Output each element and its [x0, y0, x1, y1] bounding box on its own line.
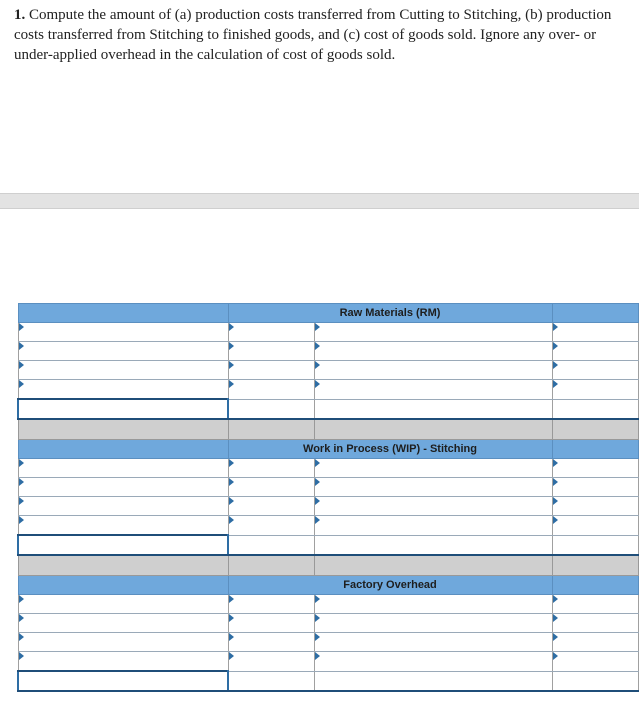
debit-label-cell[interactable]	[18, 323, 228, 342]
balance-amount-cell[interactable]	[228, 671, 314, 691]
credit-label-cell[interactable]	[314, 633, 552, 652]
debit-amount-cell[interactable]	[228, 342, 314, 361]
blank-cell	[552, 535, 638, 555]
debit-label-cell[interactable]	[18, 516, 228, 536]
balance-label-input[interactable]	[18, 671, 228, 691]
question-body: Compute the amount of (a) production costs transferred from Cutting to Stitching, (b) production costs transferred from Stitching to finished goods, and (c) cost of goods sold. Ignore any over- or under-applied overhead in the calculation of cost of goods sold.	[14, 7, 612, 63]
account-title: Work in Process (WIP) - Stitching	[228, 440, 552, 459]
credit-label-cell[interactable]	[314, 652, 552, 672]
credit-label-cell[interactable]	[314, 497, 552, 516]
credit-label-cell[interactable]	[314, 595, 552, 614]
debit-label-cell[interactable]	[18, 652, 228, 672]
blank-cell	[314, 399, 552, 419]
balance-amount-cell[interactable]	[228, 399, 314, 419]
account-separator	[18, 419, 638, 440]
credit-amount-cell[interactable]	[552, 361, 638, 380]
account-title: Raw Materials (RM)	[228, 304, 552, 323]
debit-amount-cell[interactable]	[228, 478, 314, 497]
debit-amount-cell[interactable]	[228, 633, 314, 652]
credit-amount-cell[interactable]	[552, 652, 638, 672]
credit-amount-cell[interactable]	[552, 633, 638, 652]
table-row	[18, 323, 638, 342]
debit-label-cell[interactable]	[18, 614, 228, 633]
table-row	[18, 459, 638, 478]
credit-amount-cell[interactable]	[552, 497, 638, 516]
question-text	[14, 5, 634, 65]
balance-label-input[interactable]	[18, 535, 228, 555]
credit-amount-cell[interactable]	[552, 595, 638, 614]
debit-amount-cell[interactable]	[228, 380, 314, 400]
account-header-wip-stitching	[18, 440, 638, 459]
credit-amount-cell[interactable]	[552, 478, 638, 497]
credit-amount-cell[interactable]	[552, 323, 638, 342]
balance-row	[18, 671, 638, 691]
credit-label-cell[interactable]	[314, 614, 552, 633]
account-header-factory-overhead	[18, 576, 638, 595]
credit-label-cell[interactable]	[314, 342, 552, 361]
debit-amount-cell[interactable]	[228, 516, 314, 536]
table-row	[18, 361, 638, 380]
account-title: Factory Overhead	[228, 576, 552, 595]
t-accounts-table	[17, 303, 639, 692]
credit-amount-cell[interactable]	[552, 516, 638, 536]
credit-amount-cell[interactable]	[552, 342, 638, 361]
table-row	[18, 516, 638, 536]
debit-amount-cell[interactable]	[228, 459, 314, 478]
credit-label-cell[interactable]	[314, 323, 552, 342]
debit-amount-cell[interactable]	[228, 614, 314, 633]
blank-cell	[552, 399, 638, 419]
table-row	[18, 342, 638, 361]
balance-amount-cell[interactable]	[228, 535, 314, 555]
table-row	[18, 652, 638, 672]
credit-amount-cell[interactable]	[552, 614, 638, 633]
account-header-raw-materials	[18, 304, 638, 323]
debit-amount-cell[interactable]	[228, 361, 314, 380]
credit-amount-cell[interactable]	[552, 380, 638, 400]
debit-label-cell[interactable]	[18, 361, 228, 380]
blank-cell	[314, 671, 552, 691]
blank-cell	[314, 535, 552, 555]
balance-row	[18, 535, 638, 555]
credit-amount-cell[interactable]	[552, 459, 638, 478]
debit-label-cell[interactable]	[18, 595, 228, 614]
debit-label-cell[interactable]	[18, 478, 228, 497]
debit-amount-cell[interactable]	[228, 497, 314, 516]
debit-label-cell[interactable]	[18, 633, 228, 652]
blank-cell	[552, 671, 638, 691]
debit-amount-cell[interactable]	[228, 323, 314, 342]
question-number: 1.	[14, 7, 26, 23]
credit-label-cell[interactable]	[314, 380, 552, 400]
table-row	[18, 614, 638, 633]
credit-label-cell[interactable]	[314, 361, 552, 380]
table-row	[18, 478, 638, 497]
section-divider	[0, 193, 639, 209]
debit-label-cell[interactable]	[18, 459, 228, 478]
credit-label-cell[interactable]	[314, 478, 552, 497]
debit-label-cell[interactable]	[18, 342, 228, 361]
debit-label-cell[interactable]	[18, 497, 228, 516]
credit-label-cell[interactable]	[314, 516, 552, 536]
debit-amount-cell[interactable]	[228, 595, 314, 614]
debit-label-cell[interactable]	[18, 380, 228, 400]
table-row	[18, 497, 638, 516]
credit-label-cell[interactable]	[314, 459, 552, 478]
balance-label-input[interactable]	[18, 399, 228, 419]
balance-row	[18, 399, 638, 419]
account-separator	[18, 555, 638, 576]
table-row	[18, 633, 638, 652]
table-row	[18, 380, 638, 400]
debit-amount-cell[interactable]	[228, 652, 314, 672]
table-row	[18, 595, 638, 614]
